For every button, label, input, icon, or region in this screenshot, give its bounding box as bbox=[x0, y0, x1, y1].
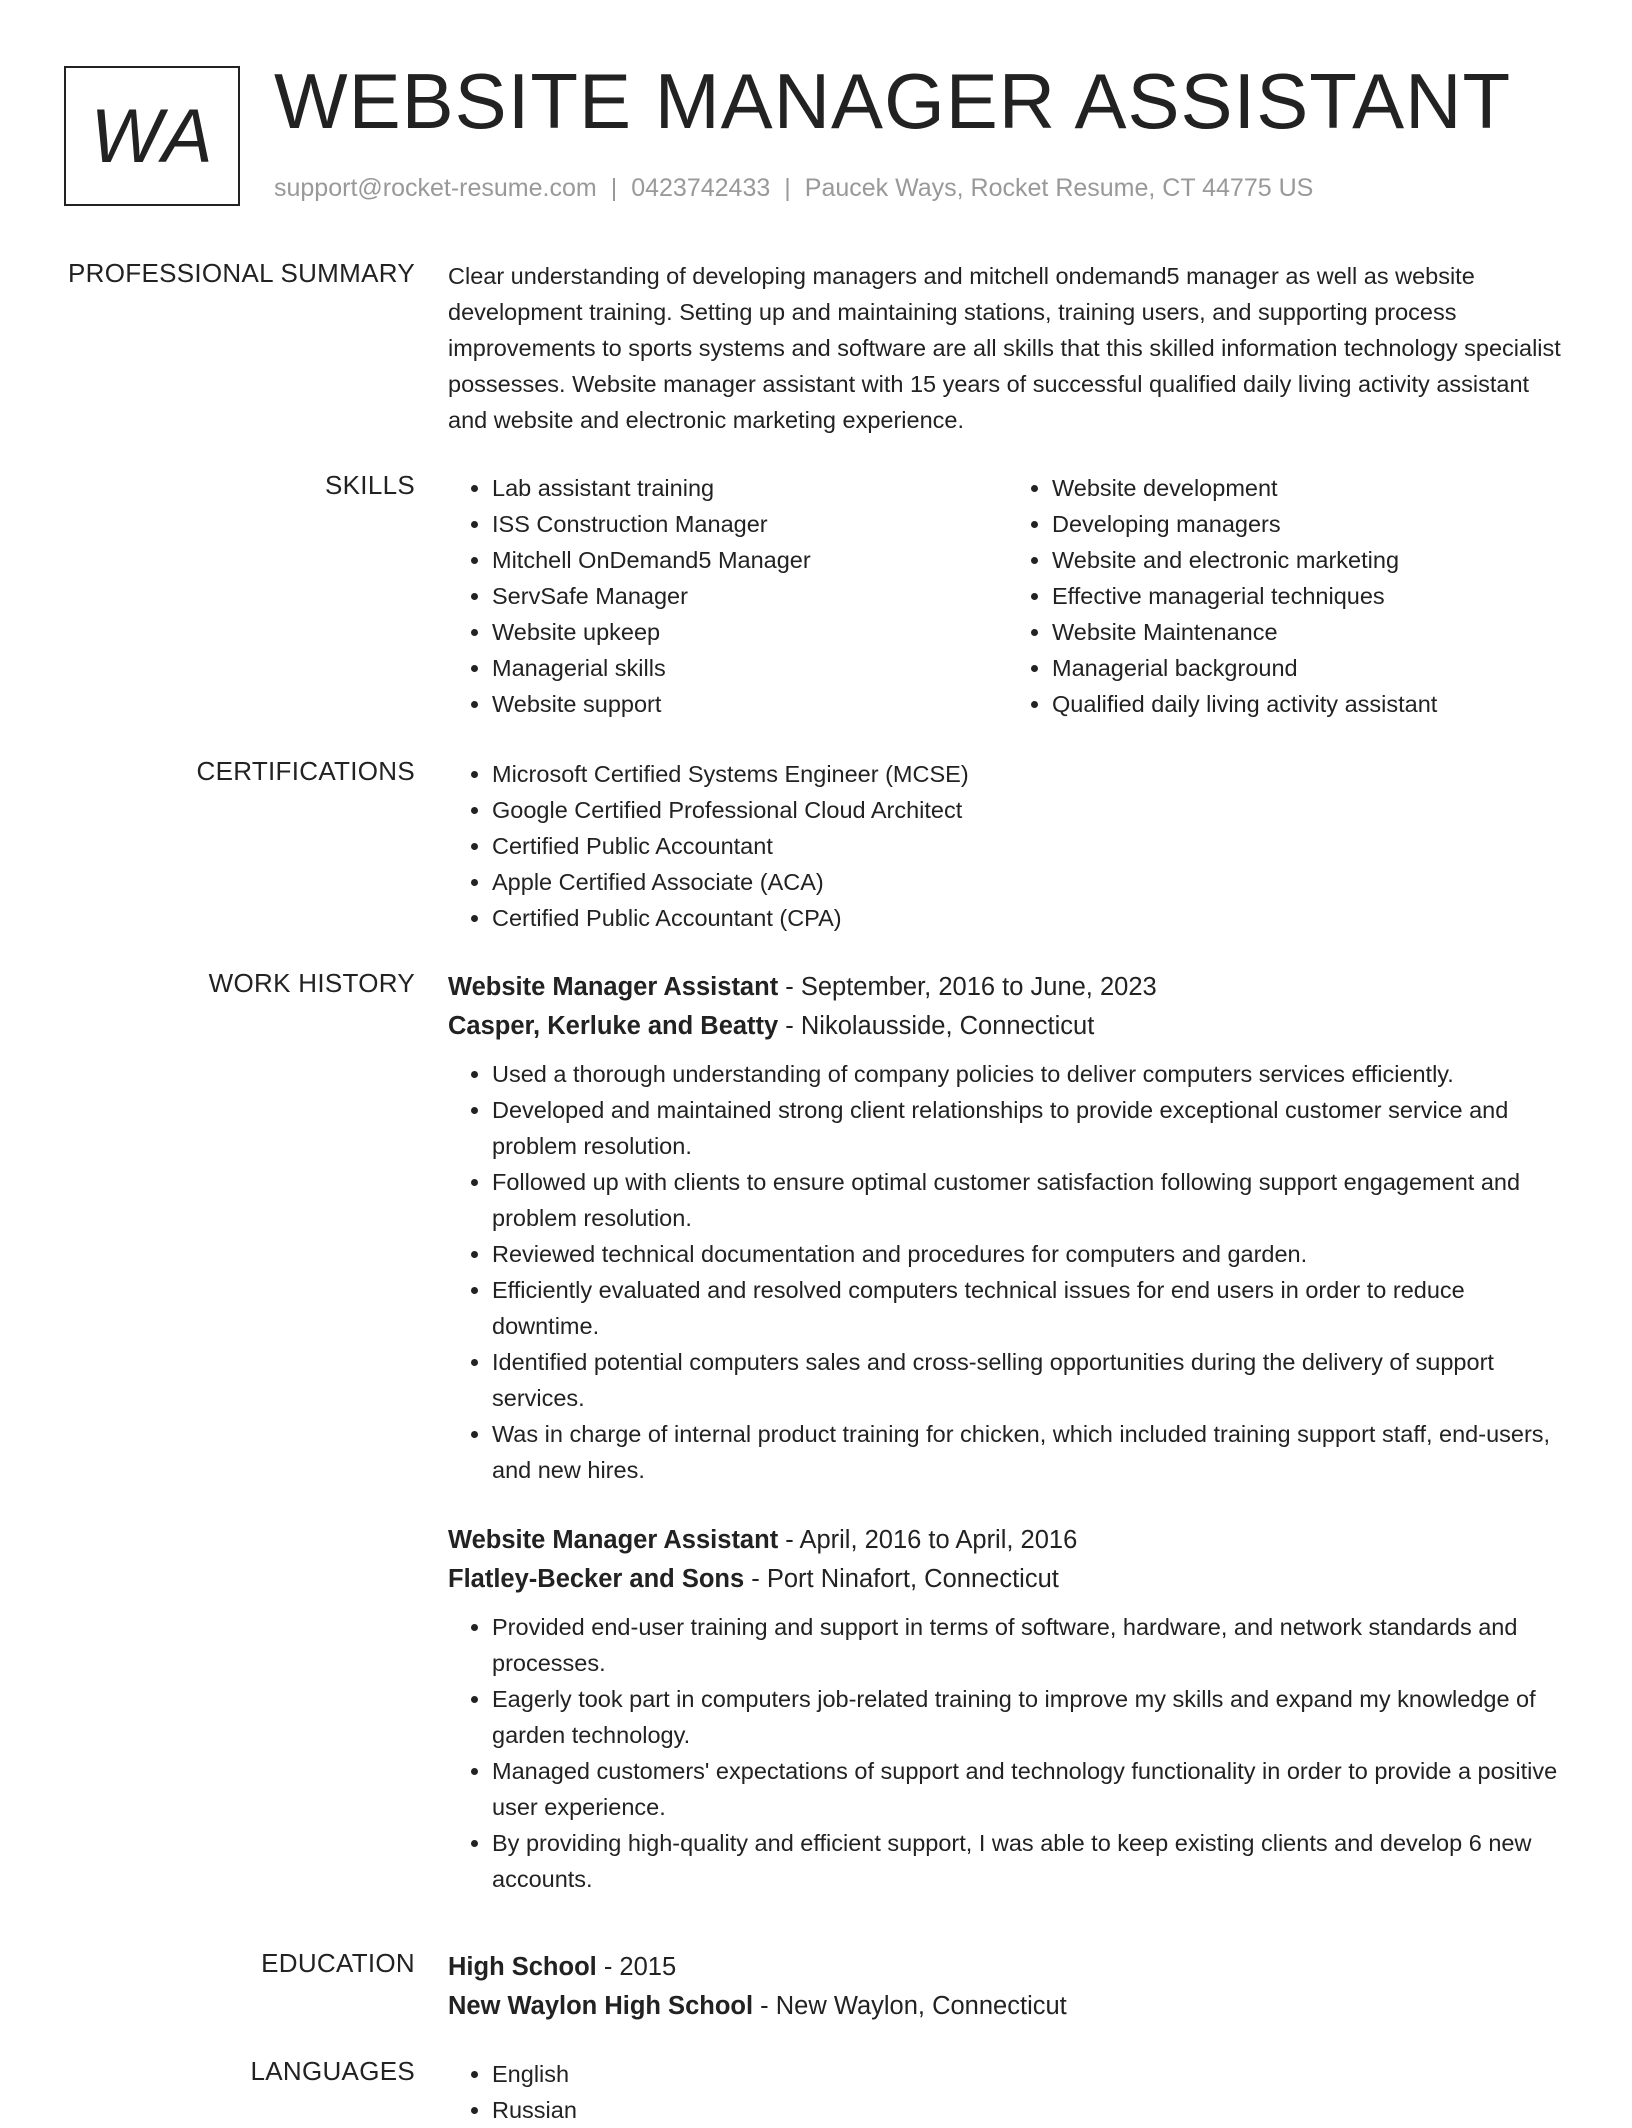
work-history-body bbox=[448, 968, 1568, 1897]
job-bullets bbox=[448, 1609, 1568, 1897]
job-dates: - September, 2016 to June, 2023 bbox=[778, 973, 1157, 1001]
languages-body bbox=[448, 2056, 1568, 2128]
skill-item: • Website support bbox=[492, 686, 1008, 722]
contact-address: Paucek Ways, Rocket Resume, CT 44775 US bbox=[804, 174, 1314, 202]
contact-phone: 0423742433 bbox=[631, 174, 771, 202]
summary-text: Clear understanding of developing managers and mitchell ondemand5 manager as well as website development training. Setting up and maintaining stations, training users, and supporting process improvements to sports systems and software are all skills that this skilled information technology specialist possesses. Website manager assistant with 15 years of successful qualified daily living activity assistant and website and electronic marketing experience. bbox=[448, 263, 1561, 433]
skill-item: • Lab assistant training bbox=[492, 470, 1008, 506]
contact-email: support@rocket-resume.com bbox=[274, 174, 597, 202]
job-bullet: • Provided end-user training and support in terms of software, hardware, and network standards and processes. bbox=[492, 1609, 1568, 1681]
job-entry bbox=[448, 1521, 1568, 1897]
job-bullet: • Reviewed technical documentation and procedures for computers and garden. bbox=[492, 1236, 1568, 1272]
skills-columns bbox=[448, 470, 1568, 722]
education-body bbox=[448, 1948, 1568, 2026]
education-location: - New Waylon, Connecticut bbox=[753, 1992, 1067, 2020]
education-heading: EDUCATION bbox=[261, 1948, 415, 1978]
certification-item: • Apple Certified Associate (ACA) bbox=[492, 864, 1568, 900]
job-company: Flatley-Becker and Sons bbox=[448, 1565, 745, 1593]
skill-item: • Website Maintenance bbox=[1052, 614, 1568, 650]
job-bullet: • Identified potential computers sales and cross-selling opportunities during the delivery of support services. bbox=[492, 1344, 1568, 1416]
job-title: Website Manager Assistant bbox=[448, 973, 779, 1001]
skill-item: • Website development bbox=[1052, 470, 1568, 506]
monogram-logo: WA bbox=[64, 66, 240, 206]
skills-heading: SKILLS bbox=[325, 470, 415, 500]
job-entry bbox=[448, 968, 1568, 1488]
job-bullets bbox=[448, 1056, 1568, 1488]
job-title-line bbox=[448, 1521, 1568, 1560]
job-title-line bbox=[448, 968, 1568, 1007]
job-bullet: • By providing high-quality and efficient support, I was able to keep existing clients and develop 6 new accounts. bbox=[492, 1825, 1568, 1897]
certifications-body bbox=[448, 756, 1568, 936]
job-location: - Port Ninafort, Connecticut bbox=[744, 1565, 1059, 1593]
language-item: • English bbox=[492, 2056, 1568, 2092]
skill-item: • Developing managers bbox=[1052, 506, 1568, 542]
contact-separator: | bbox=[784, 174, 791, 202]
certifications-heading: CERTIFICATIONS bbox=[196, 756, 415, 786]
job-company-line bbox=[448, 1007, 1568, 1046]
certification-item: • Certified Public Accountant bbox=[492, 828, 1568, 864]
education-school-line bbox=[448, 1987, 1568, 2026]
certification-item: • Certified Public Accountant (CPA) bbox=[492, 900, 1568, 936]
skill-item: • Managerial skills bbox=[492, 650, 1008, 686]
education-degree: High School bbox=[448, 1953, 597, 1981]
job-dates: - April, 2016 to April, 2016 bbox=[778, 1526, 1078, 1554]
job-bullet: • Used a thorough understanding of company policies to deliver computers services efficiently. bbox=[492, 1056, 1568, 1092]
skills-list-left bbox=[448, 470, 1008, 722]
skills-list-right bbox=[1008, 470, 1568, 722]
work-history-heading: WORK HISTORY bbox=[208, 968, 415, 998]
skill-item: • Website upkeep bbox=[492, 614, 1008, 650]
resume-title: WEBSITE MANAGER ASSISTANT bbox=[274, 57, 1512, 145]
education-year: - 2015 bbox=[596, 1953, 677, 1981]
job-bullet: • Efficiently evaluated and resolved computers technical issues for end users in order to reduce downtime. bbox=[492, 1272, 1568, 1344]
job-bullet: • Developed and maintained strong client relationships to provide exceptional customer service and problem resolution. bbox=[492, 1092, 1568, 1164]
contact-separator: | bbox=[610, 174, 618, 202]
certifications-list bbox=[448, 756, 1568, 936]
education-school: New Waylon High School bbox=[448, 1992, 754, 2020]
skill-item: • Effective managerial techniques bbox=[1052, 578, 1568, 614]
certification-item: • Microsoft Certified Systems Engineer (MCSE) bbox=[492, 756, 1568, 792]
job-bullet: • Eagerly took part in computers job-related training to improve my skills and expand my knowledge of garden technology. bbox=[492, 1681, 1568, 1753]
job-bullet: • Managed customers' expectations of support and technology functionality in order to provide a positive user experience. bbox=[492, 1753, 1568, 1825]
skill-item: • ISS Construction Manager bbox=[492, 506, 1008, 542]
skill-item: • ServSafe Manager bbox=[492, 578, 1008, 614]
skill-item: • Website and electronic marketing bbox=[1052, 542, 1568, 578]
summary-heading: PROFESSIONAL SUMMARY bbox=[68, 258, 415, 288]
skill-item: • Qualified daily living activity assistant bbox=[1052, 686, 1568, 722]
job-location: - Nikolausside, Connecticut bbox=[778, 1012, 1095, 1040]
contact-line bbox=[274, 174, 1313, 203]
languages-list bbox=[448, 2056, 1568, 2128]
job-company: Casper, Kerluke and Beatty bbox=[448, 1012, 779, 1040]
skill-item: • Mitchell OnDemand5 Manager bbox=[492, 542, 1008, 578]
job-title: Website Manager Assistant bbox=[448, 1526, 779, 1554]
skill-item: • Managerial background bbox=[1052, 650, 1568, 686]
certification-item: • Google Certified Professional Cloud Architect bbox=[492, 792, 1568, 828]
language-item: • Russian bbox=[492, 2092, 1568, 2128]
job-bullet: • Followed up with clients to ensure optimal customer satisfaction following support engagement and problem resolution. bbox=[492, 1164, 1568, 1236]
job-company-line bbox=[448, 1560, 1568, 1599]
education-degree-line bbox=[448, 1948, 1568, 1987]
job-bullet: • Was in charge of internal product training for chicken, which included training support staff, end-users, and new hires. bbox=[492, 1416, 1568, 1488]
languages-heading: LANGUAGES bbox=[250, 2056, 415, 2086]
